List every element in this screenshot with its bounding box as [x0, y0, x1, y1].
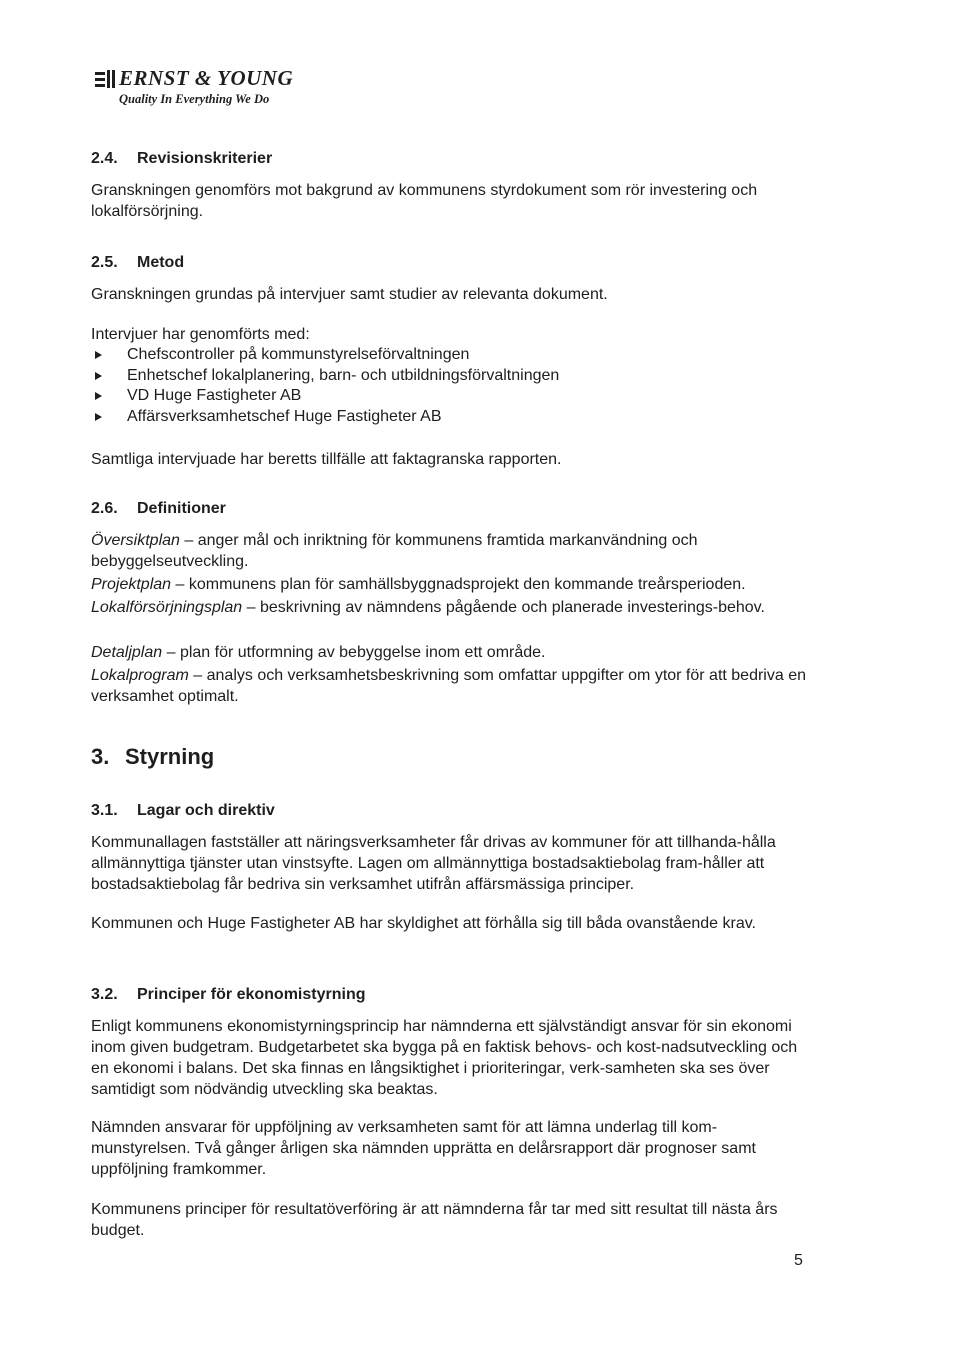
paragraph-kommunallagen: Kommunallagen fastställer att näringsverksamheter får drivas av kommuner för att tillhanda-hålla allmännyttiga tjänster utan vinstsyfte. Lagen om allmännyttiga bostadsaktiebolag fram-håller att bostadsaktiebolag får bedriva sin verksamhet utifrån affärsmässiga principer.: [91, 834, 776, 893]
heading-2-4: [91, 150, 272, 168]
definition-detaljplan: [91, 642, 811, 663]
logo-mark-icon: [95, 70, 117, 88]
page-number: 5: [794, 1252, 803, 1269]
definition-term: Lokalförsörjningsplan: [91, 599, 243, 616]
bullet-triangle-icon: [95, 372, 102, 380]
heading-title: Metod: [137, 254, 185, 271]
definition-lokalprogram: [91, 665, 811, 707]
heading-2-6: [91, 500, 226, 518]
heading-number: 2.4.: [91, 150, 118, 167]
list-item: Enhetschef lokalplanering, barn- och utbildningsförvaltningen: [91, 366, 811, 387]
bullet-triangle-icon: [95, 413, 102, 421]
definition-text: – anger mål och inriktning för kommunens framtida markanvändning och bebyggelseutveckling.: [91, 532, 698, 570]
heading-number: 3.1.: [91, 802, 118, 819]
definition-text: – plan för utformning av bebyggelse inom ett område.: [162, 644, 546, 661]
heading-3-1: [91, 802, 275, 820]
heading-title: Principer för ekonomistyrning: [137, 986, 366, 1003]
interview-list: [91, 345, 811, 427]
heading-number: 3.: [91, 744, 110, 769]
paragraph-resultatoverforing: Kommunens principer för resultatöverföring är att nämnderna får tar med sitt resultat till nästa års budget.: [91, 1201, 778, 1239]
paragraph-revisionskriterier: Granskningen genomförs mot bakgrund av kommunens styrdokument som rör investering och lokalförsörjning.: [91, 182, 758, 220]
definition-text: – kommunens plan för samhällsbyggnadsprojekt den kommande treårsperioden.: [171, 576, 746, 593]
definition-term: Översiktplan: [91, 532, 180, 549]
heading-number: 2.5.: [91, 254, 118, 271]
logo-wordmark: ERNST & YOUNG: [119, 66, 294, 90]
definition-projektplan: [91, 574, 811, 595]
heading-title: Lagar och direktiv: [137, 802, 275, 819]
paragraph-ekonomistyrning: Enligt kommunens ekonomistyrningsprincip har nämnderna ett självständigt ansvar för sin ekonomi inom given budgetram. Budgetarbetet ska bygga på en faktisk behovs- och kost-nadsutveckling och en ekonomi i balans. Det ska finnas en långsiktighet i prioriteringar, verk-samheten ska ses över samtidigt som nödvändig utveckling ska beaktas.: [91, 1018, 798, 1098]
definition-text: – beskrivning av nämndens pågående och planerade investerings-behov.: [242, 599, 765, 616]
definition-text: – analys och verksamhetsbeskrivning som omfattar uppgifter om ytor för att bedriva en verksamhet optimalt.: [91, 667, 806, 705]
paragraph-skyldighet: Kommunen och Huge Fastigheter AB har skyldighet att förhålla sig till båda ovanstående krav.: [91, 915, 756, 932]
definition-term: Projektplan: [91, 576, 172, 593]
bullet-triangle-icon: [95, 351, 102, 359]
heading-title: Definitioner: [137, 500, 226, 517]
definition-term: Detaljplan: [91, 644, 163, 661]
paragraph-faktagranska: Samtliga intervjuade har beretts tillfälle att faktagranska rapporten.: [91, 451, 562, 468]
logo-tagline: Quality In Everything We Do: [119, 92, 270, 106]
list-item: Chefscontroller på kommunstyrelseförvaltningen: [91, 345, 811, 366]
paragraph-metod: Granskningen grundas på intervjuer samt studier av relevanta dokument.: [91, 286, 608, 303]
bullet-triangle-icon: [95, 392, 102, 400]
heading-3-2: [91, 986, 365, 1004]
heading-2-5: [91, 254, 184, 272]
heading-number: 2.6.: [91, 500, 118, 517]
list-item: Affärsverksamhetschef Huge Fastigheter AB: [91, 407, 811, 428]
paragraph-uppfoljning: Nämnden ansvarar för uppföljning av verksamheten samt för att lämna underlag till kom-munstyrelsen. Två gånger årligen ska nämnden upprätta en delårsrapport där prognoser samt uppföljning framkommer.: [91, 1119, 756, 1178]
company-logo: [95, 66, 293, 107]
definition-lokalforsorjningsplan: [91, 597, 811, 618]
definition-oversiktplan: [91, 530, 811, 572]
definition-term: Lokalprogram: [91, 667, 189, 684]
interview-intro: Intervjuer har genomförts med:: [91, 326, 310, 343]
heading-number: 3.2.: [91, 986, 118, 1003]
heading-title: Revisionskriterier: [137, 150, 273, 167]
heading-3: [91, 744, 214, 770]
list-item: VD Huge Fastigheter AB: [91, 386, 811, 407]
heading-title: Styrning: [125, 744, 215, 769]
